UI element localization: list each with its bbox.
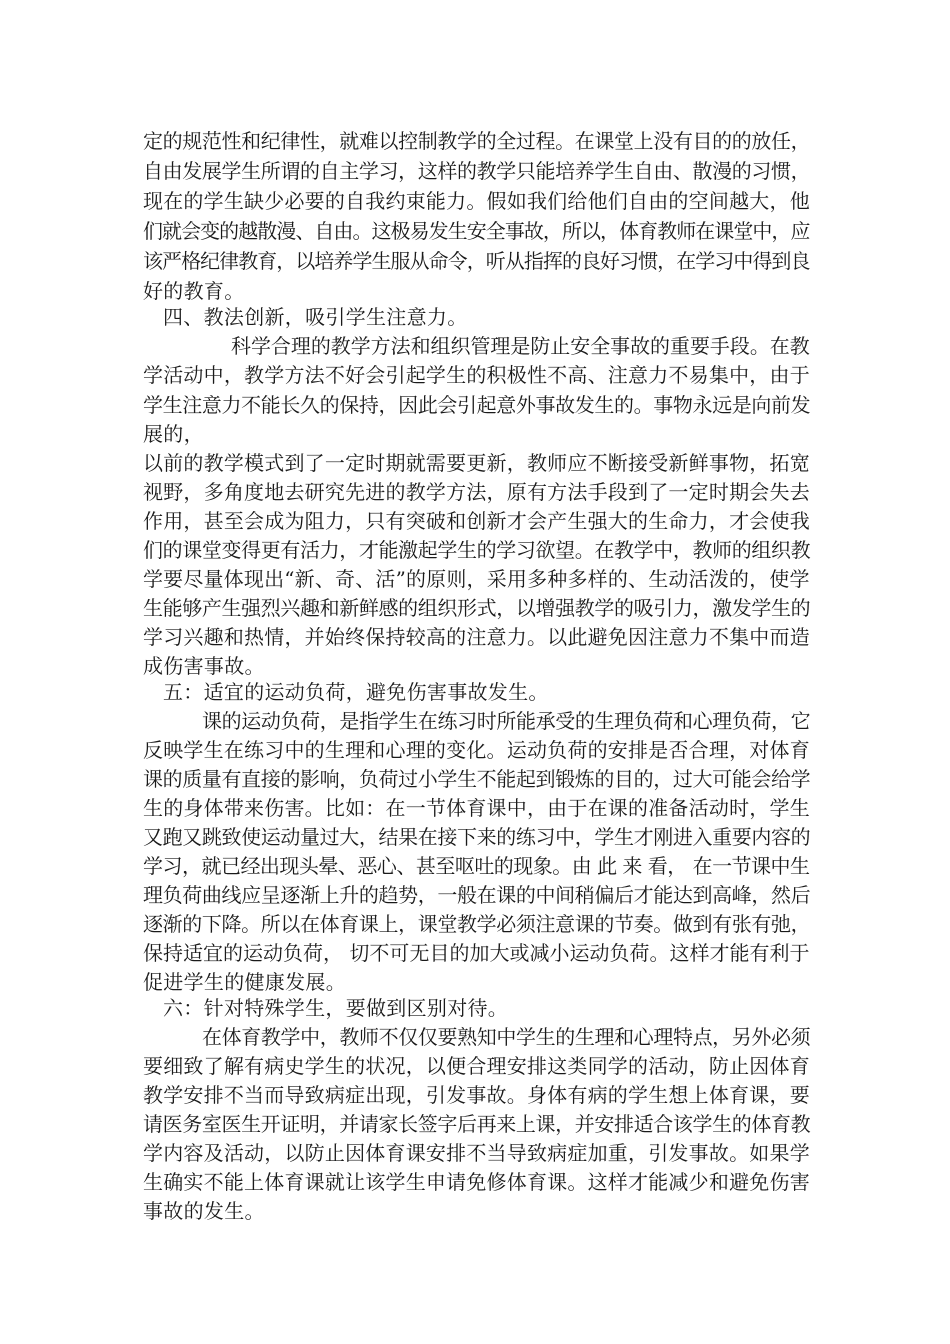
paragraph-line: 们就会变的越散漫、自由。这极易发生安全事故，所以，体育教师在课堂中，应	[143, 219, 810, 243]
paragraph-line: 学内容及活动，以防止因体育课安排不当导致病症加重，引发事故。如果学	[143, 1141, 810, 1165]
paragraph-line: 作用，甚至会成为阻力，只有突破和创新才会产生强大的生命力，才会使我	[143, 509, 810, 533]
paragraph-line: 生能够产生强烈兴趣和新鲜感的组织形式，以增强教学的吸引力，激发学生的	[143, 596, 811, 620]
paragraph-line: 逐渐的下降。所以在体育课上，课堂教学必须注意课的节奏。做到有张有弛，	[143, 912, 811, 936]
paragraph-line: 视野，多角度地去研究先进的教学方法，原有方法手段到了一定时期会失去	[143, 480, 810, 504]
paragraph-line: 生的身体带来伤害。比如：在一节体育课中，由于在课的准备活动时，学生	[143, 796, 810, 820]
paragraph-line: 课的运动负荷，是指学生在练习时所能承受的生理负荷和心理负荷，它	[202, 709, 811, 733]
paragraph-line: 学习兴趣和热情，并始终保持较高的注意力。以此避免因注意力不集中而造	[143, 625, 810, 649]
paragraph-line: 促进学生的健康发展。	[143, 970, 346, 994]
section-heading: 四、教法创新，吸引学生注意力。	[163, 305, 468, 329]
paragraph-line: 事故的发生。	[143, 1199, 265, 1223]
paragraph-line: 们的课堂变得更有活力，才能激起学生的学习欲望。在教学中，教师的组织教	[143, 538, 811, 562]
paragraph-line: 理负荷曲线应呈逐渐上升的趋势，一般在课的中间稍偏后才能达到高峰，然后	[143, 883, 811, 907]
paragraph-line: 该严格纪律教育，以培养学生服从命令，听从指挥的良好习惯，在学习中得到良	[143, 249, 810, 273]
paragraph-line: 要细致了解有病史学生的状况，以便合理安排这类同学的活动，防止因体育	[143, 1054, 810, 1078]
paragraph-line: 定的规范性和纪律性，就难以控制教学的全过程。在课堂上没有目的的放任，	[143, 129, 811, 153]
section-heading: 五：适宜的运动负荷，避免伤害事故发生。	[163, 680, 549, 704]
paragraph-line: 现在的学生缺少必要的自我约束能力。假如我们给他们自由的空间越大，他	[143, 189, 810, 213]
paragraph-line: 学要尽量体现出“新、奇、活”的原则，采用多种多样的、生动活泼的，使学	[143, 567, 810, 591]
paragraph-line: 课的质量有直接的影响，负荷过小学生不能起到锻炼的目的，过大可能会给学	[143, 767, 811, 791]
paragraph-line: 反映学生在练习中的生理和心理的变化。运动负荷的安排是否合理，对体育	[143, 738, 810, 762]
paragraph-line: 好的教育。	[143, 279, 245, 303]
paragraph-line: 学活动中，教学方法不好会引起学生的积极性不高、注意力不易集中，由于	[143, 363, 810, 387]
paragraph-line: 展的，	[143, 422, 204, 446]
paragraph-line: 又跑又跳致使运动量过大，结果在接下来的练习中，学生才刚进入重要内容的	[143, 825, 811, 849]
paragraph-line: 在体育教学中，教师不仅仅要熟知中学生的生理和心理特点，另外必须	[202, 1025, 811, 1049]
paragraph-line: 请医务室医生开证明，并请家长签字后再来上课，并安排适合该学生的体育教	[143, 1112, 811, 1136]
paragraph-line: 学生注意力不能长久的保持，因此会引起意外事故发生的。事物永远是向前发	[143, 393, 811, 417]
paragraph-line: 生确实不能上体育课就让该学生申请免修体育课。这样才能减少和避免伤害	[143, 1170, 810, 1194]
paragraph-line: 自由发展学生所谓的自主学习，这样的教学只能培养学生自由、散漫的习惯，	[143, 159, 811, 183]
paragraph-line: 以前的教学模式到了一定时期就需要更新，教师应不断接受新鲜事物，拓宽	[143, 451, 810, 475]
paragraph-line: 保持适宜的运动负荷， 切不可无目的加大或减小运动负荷。这样才能有利于	[143, 941, 810, 965]
section-heading: 六：针对特殊学生，要做到区别对待。	[163, 996, 509, 1020]
paragraph-line: 教学安排不当而导致病症出现，引发事故。身体有病的学生想上体育课，要	[143, 1083, 810, 1107]
paragraph-line: 成伤害事故。	[143, 654, 265, 678]
paragraph-line: 学习，就已经出现头晕、恶心、甚至呕吐的现象。由 此 来 看， 在一节课中生	[143, 854, 810, 878]
paragraph-line: 科学合理的教学方法和组织管理是防止安全事故的重要手段。在教	[231, 334, 810, 358]
